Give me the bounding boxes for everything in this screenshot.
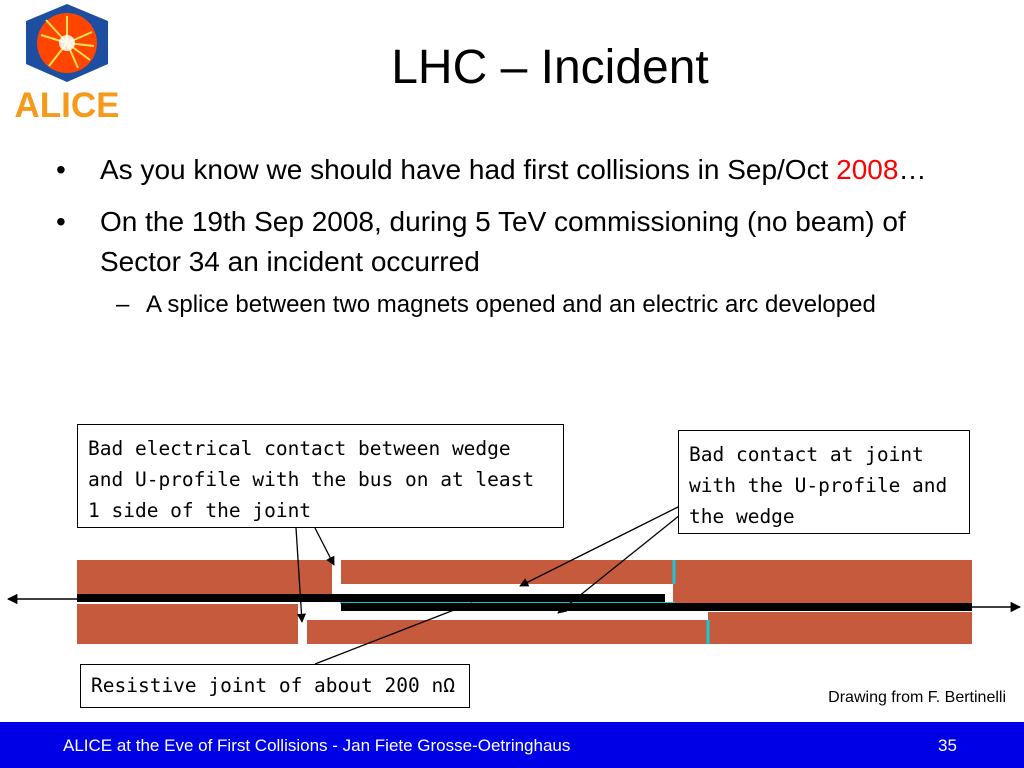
logo-text: ALICE [14,86,120,122]
highlight-year: 2008 [836,154,899,185]
copper-block [341,560,673,584]
copper-block [708,612,972,644]
copper-block [77,604,298,644]
copper-block [77,560,332,596]
callout-left: Bad electrical contact between wedge and U-profile with the bus on at least 1 side of the joint [77,424,564,528]
bullet-marker: • [56,206,66,237]
slide-title: LHC – Incident [391,41,709,94]
page-number: 35 [938,736,957,755]
bullet-suffix: … [898,154,927,185]
sub-bullet-marker: – [116,291,130,318]
copper-block [673,560,972,604]
callout-right: Bad contact at joint with the U-profile and the wedge [678,430,970,534]
pointer-line [315,528,334,565]
callout-bottom: Resistive joint of about 200 nΩ [80,664,470,708]
bus-bar-lower [341,603,972,611]
bullet-text: On the 19th Sep 2008, during 5 TeV commissioning (no beam) of Sector 34 an incident occurred [100,206,906,277]
footer-text: ALICE at the Eve of First Collisions - Jan Fiete Grosse-Oetringhaus [63,736,571,755]
drawing-credit: Drawing from F. Bertinelli [828,689,1006,706]
footer-bar [0,722,1024,768]
sub-bullet-text: A splice between two magnets opened and an electric arc developed [146,291,876,318]
copper-block [307,620,708,644]
bullet-text: As you know we should have had first collisions in Sep/Oct [100,154,837,185]
bullet-marker: • [56,154,66,185]
